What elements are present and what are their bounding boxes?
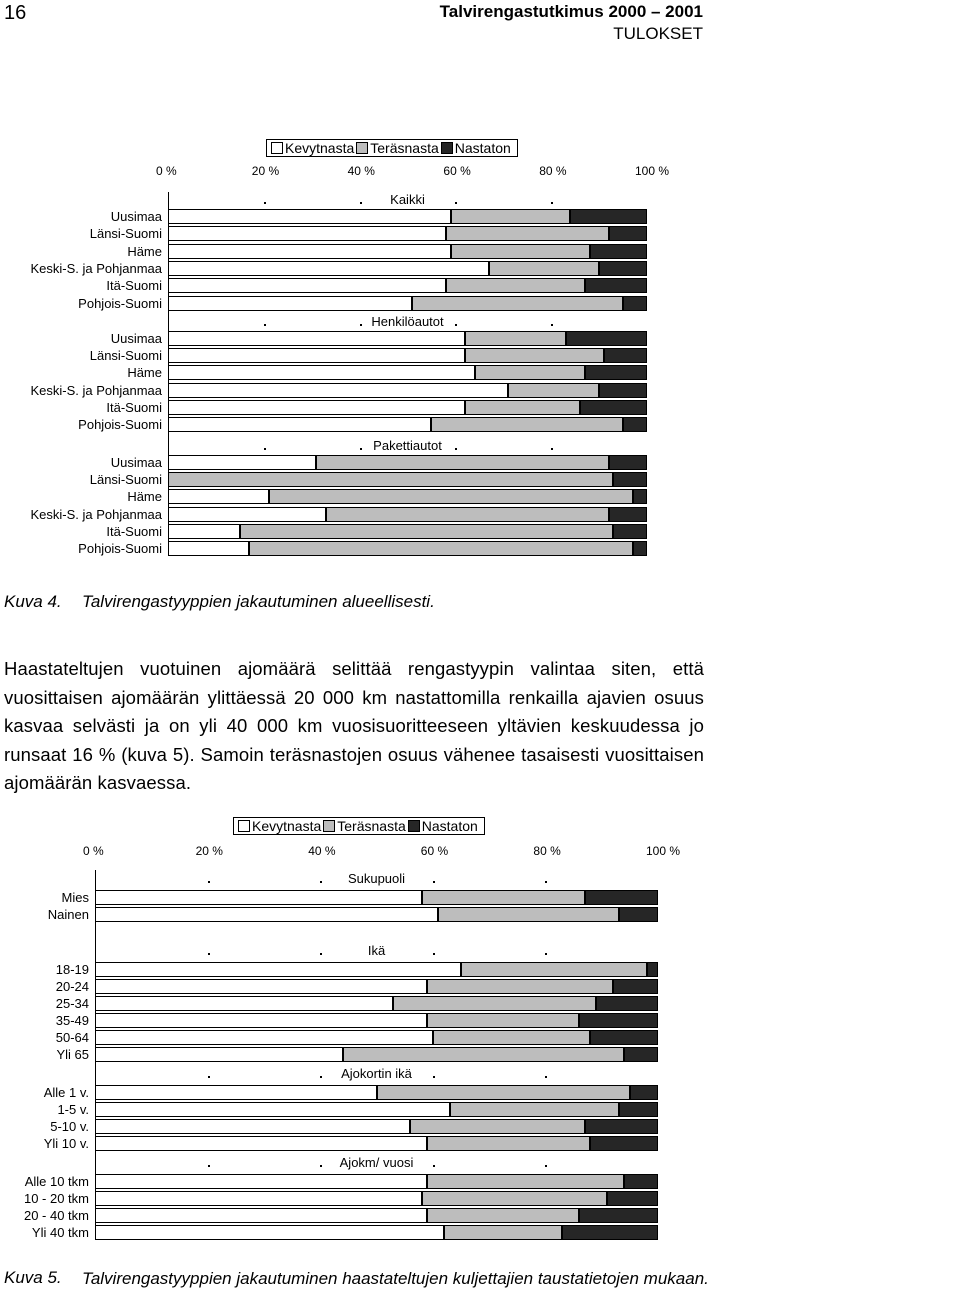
grid-tick <box>320 1076 322 1078</box>
row-label: Uusimaa <box>110 209 162 224</box>
bar-segment-kevytnasta <box>95 1085 377 1100</box>
legend-label: Teräsnasta <box>370 140 439 156</box>
grid-tick <box>433 1165 435 1167</box>
row-label: Itä-Suomi <box>106 278 162 294</box>
figure-5-caption-number: Kuva 5. <box>4 1268 62 1287</box>
bar-segment-kevytnasta <box>168 278 446 293</box>
stacked-bar <box>168 383 647 398</box>
legend-label: Teräsnasta <box>337 818 406 834</box>
row-label: Häme <box>127 489 162 505</box>
row-label: Häme <box>127 243 162 259</box>
grid-tick <box>433 953 435 955</box>
bar-segment-nastaton <box>613 472 647 487</box>
grid-tick <box>545 1076 547 1078</box>
bar-segment-nastaton <box>609 455 647 470</box>
bar-segment-kevytnasta <box>95 1208 427 1223</box>
bar-segment-teräsnasta <box>343 1047 625 1062</box>
row-label: Pohjois-Suomi <box>78 541 162 557</box>
stacked-bar <box>168 365 647 380</box>
body-paragraph: Haastateltujen vuotuinen ajomäärä selittää rengastyypin valintaa siten, että vuosittaisen ajomäärän ylittäessä 20 000 km nastattomilla renkailla ajavien osuus kasvaa selvästi ja on yli 40 000 km vuosisuoritteeseen yltävien keskuudessa jo runsaat 16 % (kuva 5). Samoin teräsnastojen osuus vähenee tasaisesti vuosittaisen ajomäärän kasvaessa. <box>4 658 704 793</box>
bar-segment-kevytnasta <box>95 1136 427 1151</box>
bar-segment-teräsnasta <box>326 507 609 522</box>
grid-tick <box>551 324 553 326</box>
bar-segment-nastaton <box>579 1208 658 1223</box>
bar-segment-kevytnasta <box>95 1119 410 1134</box>
stacked-bar <box>95 1102 658 1117</box>
legend-item <box>323 818 405 834</box>
bar-segment-nastaton <box>630 1085 658 1100</box>
row-label: Häme <box>127 365 162 381</box>
legend-label: Nastaton <box>421 818 478 834</box>
legend-swatch-0 <box>271 142 283 154</box>
axis-tick-label: 0 % <box>83 844 104 858</box>
bar-segment-kevytnasta <box>168 348 465 363</box>
bar-segment-kevytnasta <box>95 907 438 922</box>
bar-segment-nastaton <box>623 417 647 432</box>
axis-tick-label: 100 % <box>635 164 670 178</box>
grid-tick <box>264 448 266 450</box>
row-label: Itä-Suomi <box>106 400 162 415</box>
header-section: TULOKSET <box>613 24 703 43</box>
bar-segment-nastaton <box>623 296 647 311</box>
stacked-bar <box>168 331 647 346</box>
bar-segment-kevytnasta <box>95 890 422 905</box>
group-label: Ajokortin ikä <box>341 1066 412 1081</box>
legend-item <box>441 140 511 156</box>
bar-segment-kevytnasta <box>95 962 461 977</box>
group-label: Kaikki <box>390 192 425 207</box>
bar-segment-kevytnasta <box>168 365 475 380</box>
bar-segment-kevytnasta <box>168 489 269 504</box>
row-label: Länsi-Suomi <box>89 348 162 364</box>
grid-tick <box>208 881 210 883</box>
row-label: Keski-S. ja Pohjanmaa <box>30 506 162 522</box>
bar-segment-teräsnasta <box>433 1030 591 1045</box>
bar-segment-teräsnasta <box>465 400 580 415</box>
bar-segment-teräsnasta <box>240 524 614 539</box>
stacked-bar <box>168 244 647 259</box>
legend-swatch-2 <box>408 820 420 832</box>
axis-tick-label: 0 % <box>156 164 177 178</box>
axis-tick-label: 80 % <box>539 164 567 178</box>
grid-tick <box>551 202 553 204</box>
row-label: Länsi-Suomi <box>89 471 162 487</box>
bar-segment-nastaton <box>590 1030 658 1045</box>
stacked-bar <box>168 417 647 432</box>
grid-tick <box>360 448 362 450</box>
bar-segment-kevytnasta <box>168 541 249 556</box>
bar-segment-kevytnasta <box>168 296 412 311</box>
row-label: Alle 1 v. <box>43 1085 89 1100</box>
bar-segment-nastaton <box>585 890 658 905</box>
bar-segment-kevytnasta <box>168 226 446 241</box>
stacked-bar <box>95 1085 658 1100</box>
bar-segment-teräsnasta <box>249 541 632 556</box>
header-title: Talvirengastutkimus 2000 – 2001 <box>439 2 703 21</box>
stacked-bar <box>168 541 647 556</box>
stacked-bar <box>168 348 647 363</box>
stacked-bar <box>168 455 647 470</box>
grid-tick <box>433 1076 435 1078</box>
axis-tick-label: 60 % <box>443 164 471 178</box>
row-label: Keski-S. ja Pohjanmaa <box>30 260 162 276</box>
bar-segment-teräsnasta <box>427 1136 590 1151</box>
bar-segment-kevytnasta <box>95 1191 422 1206</box>
bar-segment-nastaton <box>604 348 647 363</box>
bar-segment-teräsnasta <box>450 1102 619 1117</box>
stacked-bar <box>95 907 658 922</box>
row-label: 5-10 v. <box>50 1119 89 1134</box>
bar-segment-nastaton <box>619 907 658 922</box>
row-label: 20-24 <box>55 979 89 994</box>
row-label: Pohjois-Suomi <box>78 295 162 311</box>
bar-segment-kevytnasta <box>95 1013 427 1028</box>
bar-segment-nastaton <box>613 979 658 994</box>
bar-segment-kevytnasta <box>168 507 326 522</box>
bar-segment-kevytnasta <box>168 331 465 346</box>
bar-segment-teräsnasta <box>508 383 599 398</box>
row-label: Yli 65 <box>56 1047 89 1062</box>
grid-tick <box>320 881 322 883</box>
row-label: 20 - 40 tkm <box>23 1208 89 1223</box>
axis-tick-label: 20 % <box>195 844 223 858</box>
bar-segment-teräsnasta <box>427 979 613 994</box>
stacked-bar <box>168 400 647 415</box>
grid-tick <box>545 953 547 955</box>
stacked-bar <box>168 209 647 224</box>
figure-4-caption-number: Kuva 4. <box>4 592 62 611</box>
grid-tick <box>320 953 322 955</box>
stacked-bar <box>168 226 647 241</box>
bar-segment-teräsnasta <box>377 1085 630 1100</box>
row-label: 18-19 <box>55 962 89 977</box>
grid-tick <box>455 324 457 326</box>
bar-segment-nastaton <box>599 383 647 398</box>
bar-segment-nastaton <box>585 278 647 293</box>
grid-tick <box>208 1165 210 1167</box>
row-label: Uusimaa <box>110 454 162 470</box>
grid-tick <box>208 953 210 955</box>
bar-segment-nastaton <box>613 524 647 539</box>
stacked-bar <box>168 278 647 293</box>
legend-label: Kevytnasta <box>252 818 322 834</box>
grid-tick <box>545 1165 547 1167</box>
stacked-bar <box>168 472 647 487</box>
bar-segment-nastaton <box>647 962 658 977</box>
group-label: Ajokm/ vuosi <box>339 1155 414 1170</box>
grid-tick <box>264 202 266 204</box>
row-label: Pohjois-Suomi <box>78 417 162 433</box>
bar-segment-kevytnasta <box>95 1047 343 1062</box>
axis-tick-label: 20 % <box>251 164 280 178</box>
axis-tick-label: 40 % <box>308 844 336 858</box>
bar-segment-teräsnasta <box>393 996 596 1011</box>
figure-5-caption-text: Talvirengastyyppien jakautuminen haastateltujen kuljettajien taustatietojen mukaan. <box>82 1269 709 1288</box>
legend-label: Nastaton <box>454 140 511 156</box>
stacked-bar <box>95 1208 658 1223</box>
bar-segment-nastaton <box>624 1174 658 1189</box>
figure-4-caption-text: Talvirengastyyppien jakautuminen alueellisesti. <box>82 592 435 611</box>
stacked-bar <box>95 979 658 994</box>
group-label: Pakettiautot <box>373 437 442 453</box>
bar-segment-teräsnasta <box>475 365 585 380</box>
stacked-bar <box>168 296 647 311</box>
stacked-bar <box>168 524 647 539</box>
stacked-bar <box>95 1030 658 1045</box>
legend-item <box>408 818 478 834</box>
bar-segment-nastaton <box>566 331 647 346</box>
row-label: Itä-Suomi <box>106 523 162 539</box>
grid-tick <box>433 881 435 883</box>
bar-segment-teräsnasta <box>422 890 585 905</box>
bar-segment-teräsnasta <box>168 472 613 487</box>
bar-segment-teräsnasta <box>465 348 604 363</box>
legend-item <box>271 140 354 156</box>
bar-segment-nastaton <box>590 1136 658 1151</box>
bar-segment-teräsnasta <box>422 1191 608 1206</box>
grid-tick <box>208 1076 210 1078</box>
stacked-bar <box>95 962 658 977</box>
bar-segment-nastaton <box>619 1102 658 1117</box>
bar-segment-nastaton <box>599 261 647 276</box>
bar-segment-teräsnasta <box>427 1013 579 1028</box>
row-label: Alle 10 tkm <box>24 1174 89 1189</box>
bar-segment-kevytnasta <box>95 996 393 1011</box>
row-label: Uusimaa <box>110 330 162 346</box>
legend-swatch-2 <box>441 142 453 154</box>
bar-segment-teräsnasta <box>410 1119 585 1134</box>
stacked-bar <box>95 996 658 1011</box>
bar-segment-nastaton <box>609 507 647 522</box>
bar-segment-kevytnasta <box>95 979 427 994</box>
bar-segment-kevytnasta <box>168 244 451 259</box>
bar-segment-nastaton <box>590 244 647 259</box>
legend-item <box>238 818 321 834</box>
row-label: 35-49 <box>55 1013 89 1028</box>
row-label: Mies <box>61 890 89 905</box>
stacked-bar <box>95 1174 658 1189</box>
bar-segment-nastaton <box>624 1047 658 1062</box>
stacked-bar <box>168 507 647 522</box>
grid-tick <box>320 1165 322 1167</box>
bar-segment-nastaton <box>585 1119 658 1134</box>
bar-segment-nastaton <box>579 1013 658 1028</box>
bar-segment-kevytnasta <box>168 417 431 432</box>
bar-segment-teräsnasta <box>427 1174 624 1189</box>
grid-tick <box>545 881 547 883</box>
bar-segment-kevytnasta <box>95 1102 450 1117</box>
group-label: Sukupuoli <box>347 871 406 886</box>
grid-tick <box>360 202 362 204</box>
legend-swatch-1 <box>356 142 368 154</box>
legend-swatch-1 <box>323 820 335 832</box>
group-label: Ikä <box>367 943 386 958</box>
bar-segment-kevytnasta <box>95 1174 427 1189</box>
bar-segment-teräsnasta <box>446 278 585 293</box>
bar-segment-kevytnasta <box>95 1030 433 1045</box>
bar-segment-nastaton <box>570 209 647 224</box>
bar-segment-teräsnasta <box>444 1225 562 1240</box>
bar-segment-kevytnasta <box>95 1225 444 1240</box>
stacked-bar <box>168 489 647 504</box>
bar-segment-kevytnasta <box>168 261 489 276</box>
row-label: 25-34 <box>55 996 89 1011</box>
axis-tick-label: 100 % <box>646 844 681 858</box>
stacked-bar <box>168 261 647 276</box>
stacked-bar <box>95 890 658 905</box>
stacked-bar <box>95 1225 658 1240</box>
axis-tick-label: 80 % <box>533 844 561 858</box>
stacked-bar <box>95 1013 658 1028</box>
chart-legend <box>233 817 485 835</box>
bar-segment-kevytnasta <box>168 209 451 224</box>
bar-segment-nastaton <box>585 365 647 380</box>
group-label: Henkilöautot <box>371 313 444 329</box>
stacked-bar <box>95 1136 658 1151</box>
bar-segment-nastaton <box>580 400 647 415</box>
stacked-bar <box>95 1119 658 1134</box>
stacked-bar <box>95 1047 658 1062</box>
row-label: 1-5 v. <box>57 1102 89 1117</box>
bar-segment-teräsnasta <box>427 1208 579 1223</box>
legend-item <box>356 140 438 156</box>
row-label: Länsi-Suomi <box>89 226 162 242</box>
stacked-bar <box>95 1191 658 1206</box>
row-label: 10 - 20 tkm <box>23 1191 89 1206</box>
bar-segment-teräsnasta <box>451 244 590 259</box>
bar-segment-nastaton <box>633 489 647 504</box>
axis-tick-label: 60 % <box>420 844 449 858</box>
row-label: Nainen <box>47 907 89 922</box>
axis-tick-label: 40 % <box>347 164 375 178</box>
row-label: Yli 40 tkm <box>31 1225 89 1240</box>
bar-segment-teräsnasta <box>269 489 633 504</box>
bar-segment-teräsnasta <box>489 261 599 276</box>
legend-label: Kevytnasta <box>285 140 355 156</box>
bar-segment-nastaton <box>609 226 647 241</box>
legend-swatch-0 <box>238 820 250 832</box>
grid-tick <box>551 448 553 450</box>
bar-segment-kevytnasta <box>168 455 316 470</box>
bar-segment-teräsnasta <box>451 209 571 224</box>
grid-tick <box>264 324 266 326</box>
bar-segment-nastaton <box>596 996 658 1011</box>
row-label: Yli 10 v. <box>43 1136 89 1151</box>
bar-segment-kevytnasta <box>168 383 508 398</box>
bar-segment-teräsnasta <box>412 296 623 311</box>
bar-segment-teräsnasta <box>438 907 618 922</box>
bar-segment-teräsnasta <box>446 226 609 241</box>
bar-segment-teräsnasta <box>316 455 608 470</box>
row-label: Keski-S. ja Pohjanmaa <box>30 382 162 398</box>
row-label: 50-64 <box>55 1030 89 1045</box>
bar-segment-teräsnasta <box>461 962 647 977</box>
bar-segment-kevytnasta <box>168 524 240 539</box>
grid-tick <box>455 448 457 450</box>
bar-segment-nastaton <box>562 1225 658 1240</box>
grid-tick <box>360 324 362 326</box>
bar-segment-teräsnasta <box>431 417 623 432</box>
page-number: 16 <box>4 2 27 24</box>
chart-legend <box>266 139 518 157</box>
bar-segment-kevytnasta <box>168 400 465 415</box>
grid-tick <box>455 202 457 204</box>
bar-segment-nastaton <box>607 1191 658 1206</box>
bar-segment-teräsnasta <box>465 331 566 346</box>
bar-segment-nastaton <box>633 541 647 556</box>
